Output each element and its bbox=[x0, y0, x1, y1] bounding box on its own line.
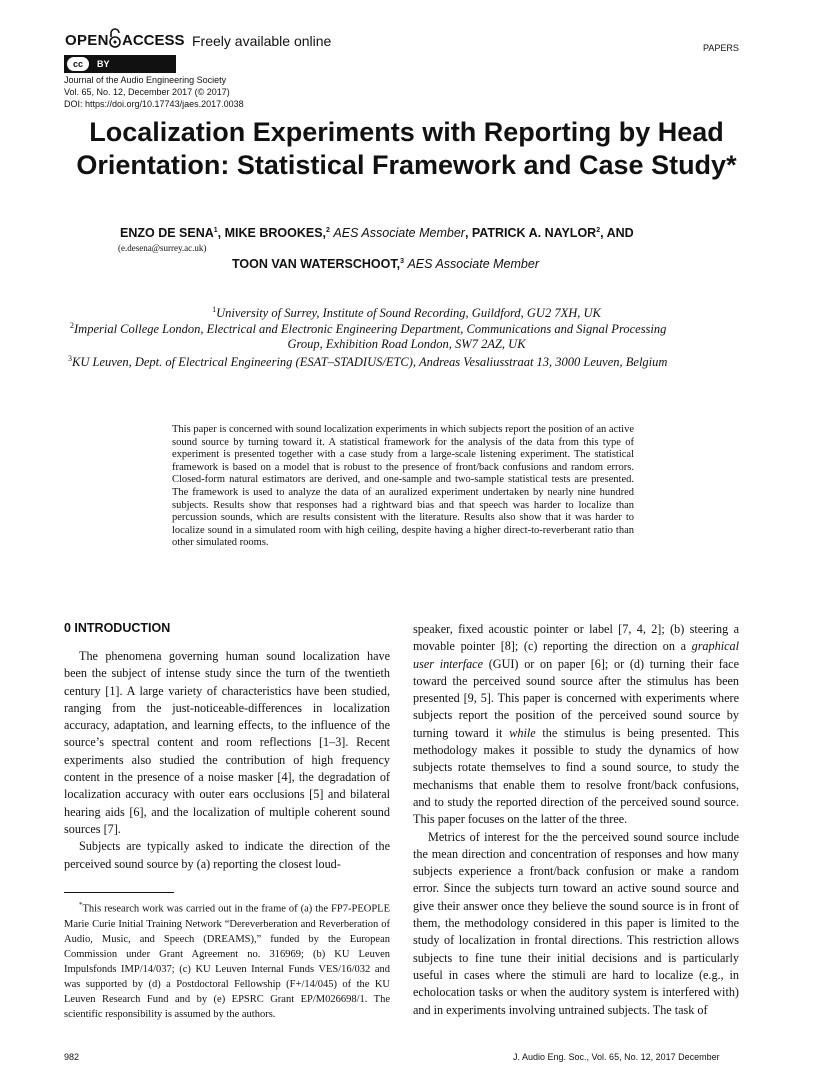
abstract: This paper is concerned with sound localization experiments in which subjects report the position of an active sound source by turning toward it. A statistical framework for the analysis of the data from this type of experiment is presented together with a case study from a large-scale listening experiment. The statistical framework is based on a model that is robust to the presence of front/back confusions and random errors. Closed-form natural estimators are derived, and one-sample and two-sample statistical tests are presented. The framework is used to analyze the data of an auralized experiment undertaken by nearly nine hundred subjects. Results show that responses had a rightward bias and that speech was harder to localize than percussion sounds, which are results consistent with the literature. Results also show that it was harder to localize sound in a simulated room with high ceiling, despite having a higher direct-to-reverberant ratio than other simulated rooms. bbox=[172, 424, 634, 549]
affiliation-number: 3 bbox=[68, 354, 72, 363]
access-label: ACCESS bbox=[122, 32, 185, 49]
journal-name: Journal of the Audio Engineering Society bbox=[64, 75, 227, 85]
footnote-body: This research work was carried out in the frame of (a) the FP7-PEOPLE Marie Curie Initial Training Network “Dereverberation and Reverberation of Audio, Music, and Speech (DREAMS),” funded by the European Commission under Grant Agreement no. 316969; (b) KU Leuven Impulsfonds IMP/14/037; (c) KU Leuven Internal Funds VES/16/032 and was supported by (d) a Postdoctoral Fellowship (F+/14/045) of the KU Leuven Research Fund and by (e) EPSRC Grant EP/M026698/1. The scientific responsibility is assumed by the authors. bbox=[64, 903, 390, 1020]
aes-membership: AES Associate Member bbox=[407, 257, 539, 271]
journal-doi[interactable]: DOI: https://doi.org/10.17743/jaes.2017.0038 bbox=[64, 99, 244, 109]
affiliation-2 bbox=[70, 321, 666, 337]
affiliation-1 bbox=[0, 305, 813, 321]
page-number: 982 bbox=[64, 1052, 80, 1062]
affiliation-text: University of Surrey, Institute of Sound Recording, Guildford, GU2 7XH, UK bbox=[216, 306, 601, 321]
left-column bbox=[64, 648, 390, 873]
affiliation-3 bbox=[68, 354, 667, 370]
freely-available-label: Freely available online bbox=[192, 33, 332, 49]
title-line-2: Orientation: Statistical Framework and Case Study* bbox=[76, 150, 737, 180]
footnote-text bbox=[64, 898, 390, 1022]
author-name: , PATRICK A. NAYLOR bbox=[464, 226, 597, 240]
journal-info bbox=[64, 74, 244, 110]
author-name: ENZO DE SENA bbox=[120, 226, 214, 240]
affiliation-2-cont: Group, Exhibition Road London, SW7 2AZ, UK bbox=[287, 337, 526, 351]
cc-icon: cc bbox=[67, 57, 89, 71]
author-email[interactable]: (e.desena@surrey.ac.uk) bbox=[118, 243, 207, 253]
affiliation-text: KU Leuven, Dept. of Electrical Engineering (ESAT–STADIUS/ETC), Andreas Vesaliusstraat 13, 3000 Leuven, Belgium bbox=[72, 355, 668, 370]
author-sup: 2 bbox=[326, 226, 330, 234]
paragraph: Subjects are typically asked to indicate the direction of the perceived sound source by (a) reporting the closest loud- bbox=[64, 839, 390, 871]
cc-by-license-badge[interactable] bbox=[64, 55, 176, 73]
right-column bbox=[413, 621, 739, 1019]
authors-line-1 bbox=[120, 226, 634, 240]
paragraph bbox=[413, 621, 739, 829]
text-run: (GUI) or on paper [6]; or (d) turning their face toward the perceived sound source after the stimulus has been presented [9, 5]. This paper is concerned with experiments where subjects report the position of the perceived sound source by turning toward it bbox=[413, 656, 739, 740]
affiliation-text: Imperial College London, Electrical and Electronic Engineering Department, Communications and Signal Processing bbox=[74, 322, 667, 337]
footnote-mark: * bbox=[79, 901, 83, 909]
affiliation-number: 2 bbox=[70, 321, 74, 330]
author-name: TOON VAN WATERSCHOOT, bbox=[232, 257, 401, 271]
affiliation-number: 1 bbox=[212, 305, 217, 314]
footnote bbox=[64, 898, 390, 1022]
emphasis: while bbox=[509, 725, 536, 740]
authors-line-2 bbox=[232, 257, 539, 271]
emphasis: graphical user interface bbox=[413, 639, 739, 671]
author-sup: 1 bbox=[213, 226, 218, 234]
open-lock-icon bbox=[108, 28, 122, 48]
text-run: the stimulus is being presented. This methodology makes it possible to study the dynamics of how subjects rotate themselves to find a sound source, to study the mechanisms that enable them to resolve front/back confusions, and to study the reported direction of the perceived sound source. This paper focuses on the latter of the three. bbox=[413, 725, 739, 827]
section-heading: 0 INTRODUCTION bbox=[64, 621, 171, 635]
aes-membership: AES Associate Member bbox=[333, 226, 465, 240]
paper-title bbox=[40, 116, 773, 182]
paragraph: Metrics of interest for the the perceived sound source include the mean direction and concentration of responses and how many subjects experience a front/back confusion or make a random error. Since the subjects turn toward an active sound source and give their answer once they believe the sound source is in front of them, the methodology considered in this paper is limited to the study of localization in frontal directions. This restriction allows subjects to fine tune their initial decisions and is particularly useful in cases where the stimuli are hard to localize (e.g., in echolocation tasks or when the auditory system is interfered with) and in experiments involving untrained subjects. The task of bbox=[413, 829, 739, 1017]
journal-volume: Vol. 65, No. 12, December 2017 (© 2017) bbox=[64, 87, 230, 97]
author-and: , AND bbox=[600, 226, 634, 240]
open-access-label: OPEN bbox=[65, 32, 109, 49]
text-run: speaker, fixed acoustic pointer or label [7, 4, 2]; (b) steering a movable pointer [8]; (c) reporting the direction on a bbox=[413, 622, 739, 654]
author-sup: 3 bbox=[400, 257, 404, 265]
by-label: BY bbox=[97, 59, 110, 69]
title-line-1: Localization Experiments with Reporting by Head bbox=[89, 117, 724, 147]
section-label: PAPERS bbox=[703, 43, 739, 53]
footnote-rule bbox=[64, 892, 174, 893]
author-name: , MIKE BROOKES, bbox=[217, 226, 327, 240]
footer-journal-ref: J. Audio Eng. Soc., Vol. 65, No. 12, 2017 December bbox=[513, 1052, 720, 1062]
paragraph: The phenomena governing human sound localization have been the subject of intense study since the turn of the twentieth century [1]. A large variety of characteristics have been studied, ranging from the just-noticeable-differences in localization accuracy, adaptation, and learning effects, to the influence of the source’s spectral content and room reflections [1–3]. Recent experiments also studied the contribution of high frequency content in the presence of a noise masker [4], the degradation of localization accuracy with outer ears occlusions [5] and bilateral hearing aids [6], and the localization of multiple coherent sound sources [7]. bbox=[64, 649, 390, 836]
author-sup: 2 bbox=[596, 226, 601, 234]
